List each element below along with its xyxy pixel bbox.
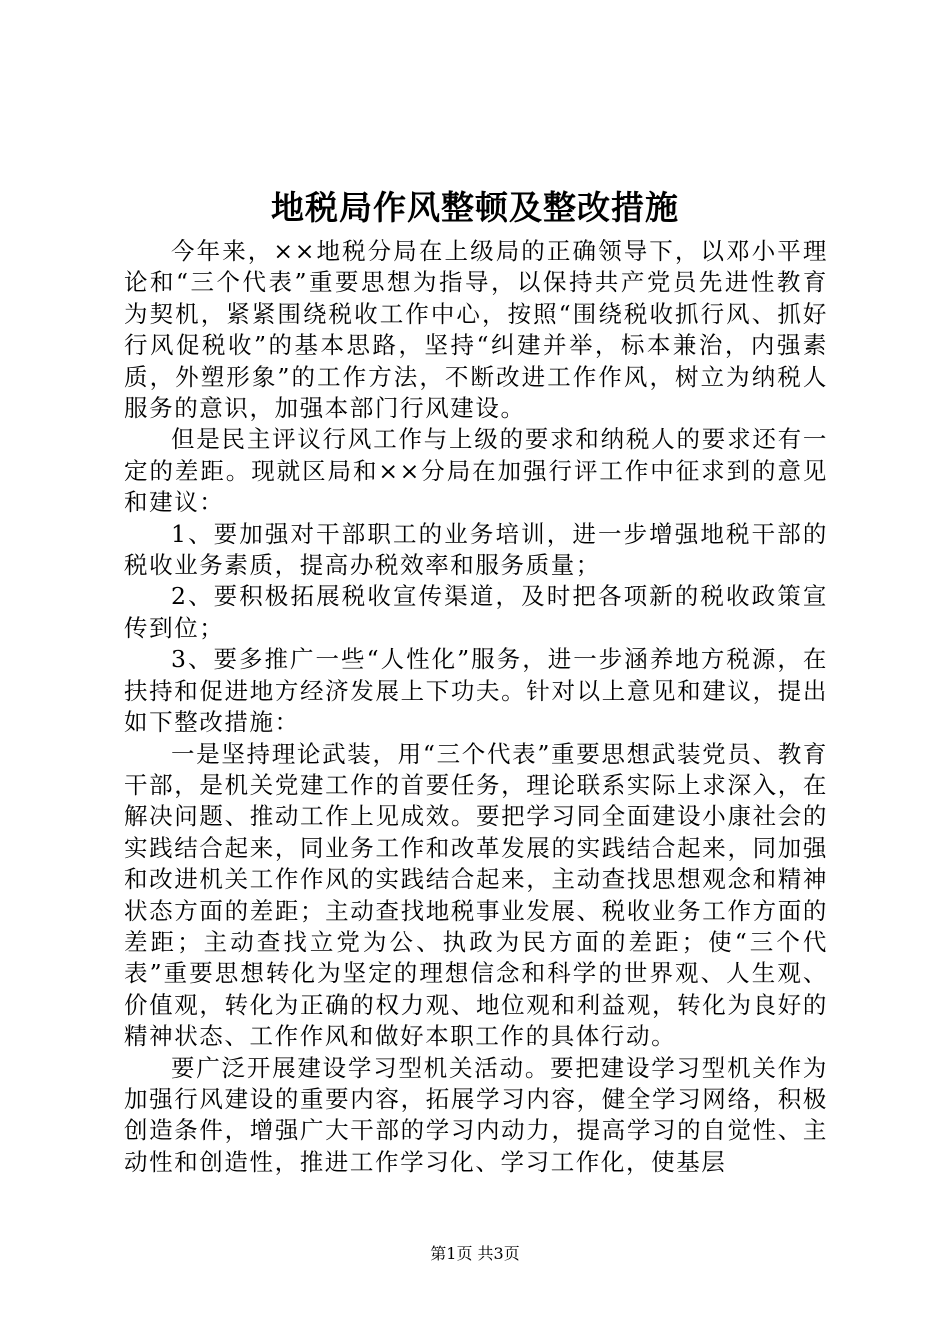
paragraph-measure-1: 一是坚持理论武装，用“三个代表”重要思想武装党员、教育干部，是机关党建工作的首要任务，理论联系实际上求深入，在解决问题、推动工作上见成效。要把学习同全面建设小康社会的实践结合起来，同业务工作和改革发展的实践结合起来，同加强和改进机关工作作风的实践结合起来，主动查找思想观念和精神状态方面的差距；主动查找地税事业发展、税收业务工作方面的差距；主动查找立党为公、执政为民方面的差距；使“三个代表”重要思想转化为坚定的理想信念和科学的世界观、人生观、价值观，转化为正确的权力观、地位观和利益观，转化为良好的精神状态、工作作风和做好本职工作的具体行动。 (124, 739, 828, 1051)
paragraph-suggestion-1: 1、要加强对干部职工的业务培训，进一步增强地税干部的税收业务素质，提高办税效率和服务质量； (124, 519, 828, 580)
paragraph-suggestion-2: 2、要积极拓展税收宣传渠道，及时把各项新的税收政策宣传到位； (124, 582, 828, 642)
page-footer: 第1页 共3页 (430, 1244, 520, 1263)
paragraph-suggestion-3: 3、要多推广一些“人性化”服务，进一步涵养地方税源，在扶持和促进地方经济发展上下功夫。针对以上意见和建议，提出如下整改措施： (124, 645, 828, 737)
paragraph-intro: 今年来，××地税分局在上级局的正确领导下，以邓小平理论和“三个代表”重要思想为指导，以保持共产党员先进性教育为契机，紧紧围绕税收工作中心，按照“围绕税收抓行风、抓好行风促税收”的基本思路，坚持“纠建并举，标本兼治，内强素质，外塑形象”的工作方法，不断改进工作作风，树立为纳税人服务的意识，加强本部门行风建设。 (124, 237, 828, 423)
paragraph-gap: 但是民主评议行风工作与上级的要求和纳税人的要求还有一定的差距。现就区局和××分局在加强行评工作中征求到的意见和建议： (124, 425, 828, 517)
document-title: 地税局作风整顿及整改措施 (271, 188, 679, 227)
document-body (124, 236, 828, 1178)
paragraph-learning-organization: 要广泛开展建设学习型机关活动。要把建设学习型机关作为加强行风建设的重要内容，拓展学习内容，健全学习网络，积极创造条件，增强广大干部的学习内动力，提高学习的自觉性、主动性和创造性，推进工作学习化、学习工作化，使基层 (124, 1053, 828, 1176)
